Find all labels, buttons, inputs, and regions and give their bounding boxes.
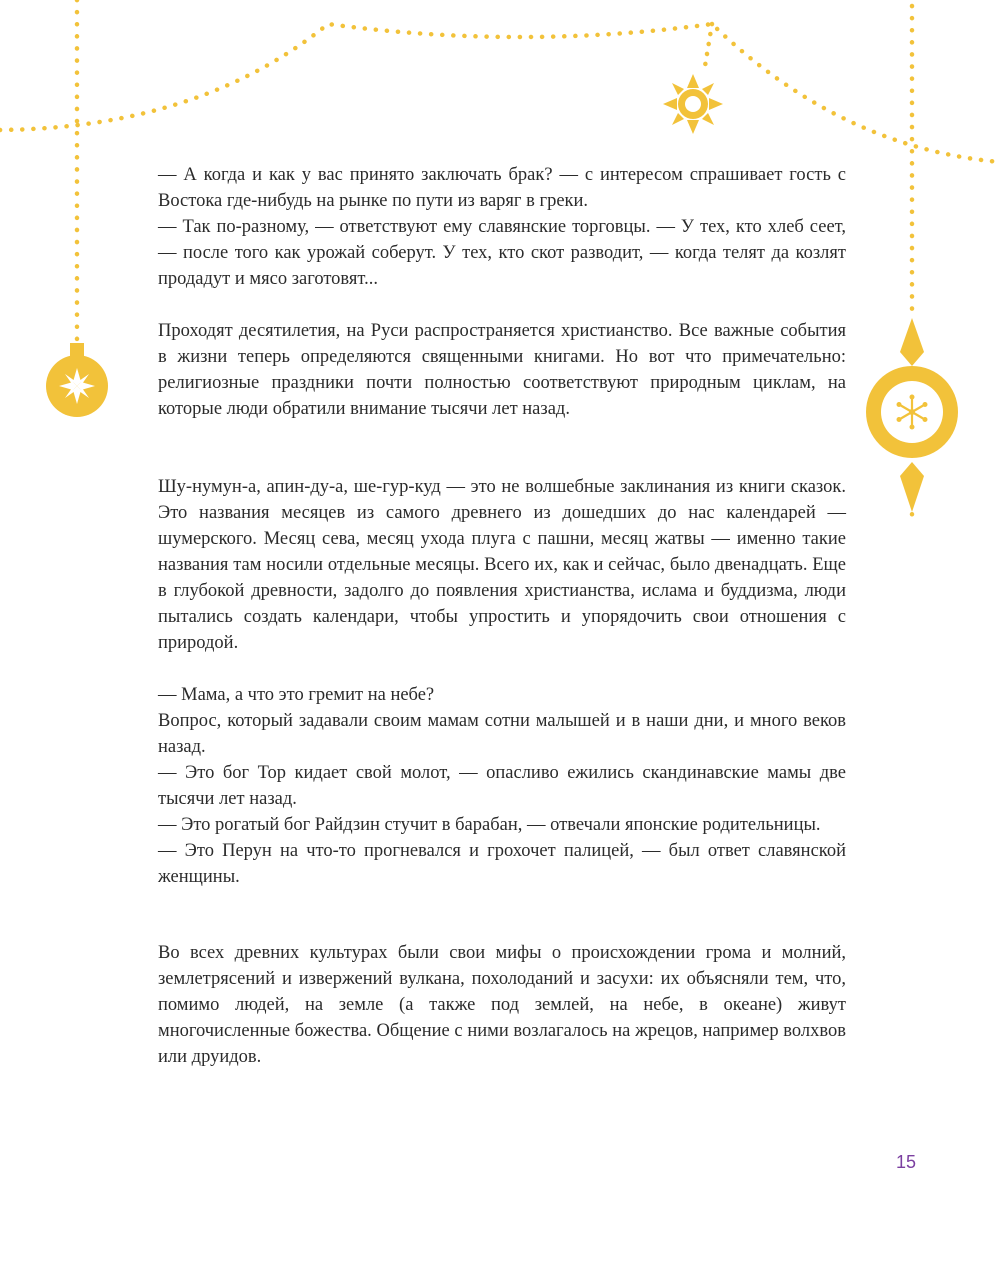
dialogue-line: — Так по-разному, — ответствуют ему славянские торговцы. — У тех, кто хлеб сеет, — после того как урожай соберут. У тех, кто скот разводит, — когда телят да козлят продадут и мясо заготовят...	[158, 217, 846, 289]
dialogue-line: — Это Перун на что-то прогневался и грохочет палицей, — был ответ славянской женщины.	[158, 841, 846, 887]
dialogue-line: — Мама, а что это гремит на небе?	[158, 685, 435, 705]
paragraph-text: Во всех древних культурах были свои мифы о происхождении грома и молний, землетрясений и извержений вулкана, похолоданий и засухи: их объясняли тем, что, помимо людей, на земле (а также под землей, на небе, в океане) живут многочисленные божества. Общение с ними возлагалось на жрецов, например волхвов или друидов.	[158, 943, 846, 1067]
sun-icon	[663, 74, 723, 134]
paragraph-myths	[158, 940, 846, 1070]
dialogue-line: Вопрос, который задавали своим мамам сотни малышей и в наши дни, и много веков назад.	[158, 711, 846, 757]
christmas-ornament-icon	[866, 318, 958, 512]
dialogue-line: — Это рогатый бог Райдзин стучит в барабан, — отвечали японские родительницы.	[158, 815, 821, 835]
sun-string-icon	[704, 24, 712, 72]
paragraph-calendars	[158, 474, 846, 656]
dialogue-line: — Это бог Тор кидает свой молот, — опасливо ежились скандинавские мамы две тысячи лет назад.	[158, 763, 846, 809]
paragraph-text: Проходят десятилетия, на Руси распространяется христианство. Все важные события в жизни теперь определяются священными книгами. Но вот что примечательно: религиозные праздники почти полностью соответствуют природным циклам, на которые люди обратили внимание тысячи лет назад.	[158, 321, 846, 419]
paragraph-christianity	[158, 318, 846, 422]
page-number: 15	[895, 1152, 916, 1172]
dialogue-line: — А когда и как у вас принято заключать брак? — с интересом спрашивает гость с Востока где-нибудь на рынке по пути из варяг в греки.	[158, 165, 846, 211]
dotted-garland-icon	[0, 24, 1000, 162]
dialogue-block-1	[158, 162, 846, 292]
dialogue-block-2	[158, 682, 846, 890]
christmas-ornament-icon	[46, 343, 108, 417]
paragraph-text: Шу-нумун-а, апин-ду-а, ше-гур-куд — это не волшебные заклинания из книги сказок. Это названия месяцев из самого древнего из дошедших до нас календарей — шумерского. Месяц сева, месяц ухода плуга с пашни, месяц жатвы — именно такие названия там носили отдельные месяцы. Всего их, как и сейчас, было двенадцать. Еще в глубокой древности, задолго до появления христианства, ислама и буддизма, люди пытались создать календари, чтобы упростить и упорядочить свои отношения с природой.	[158, 477, 846, 653]
